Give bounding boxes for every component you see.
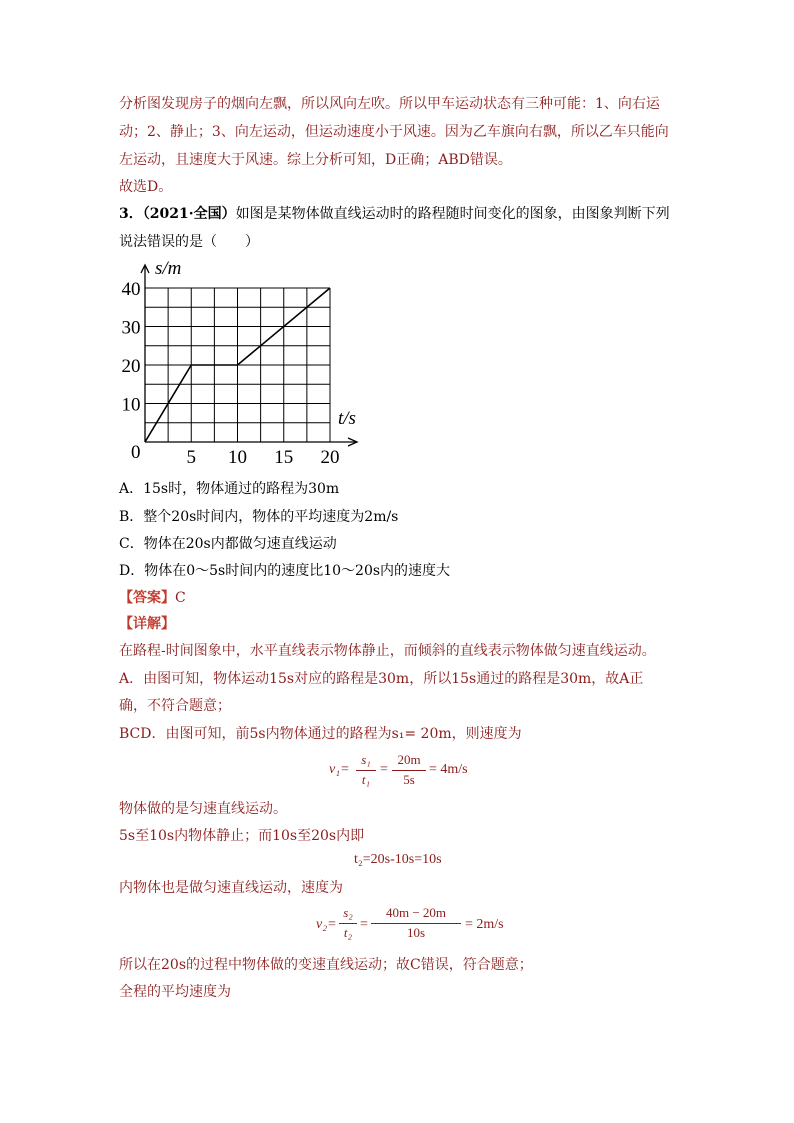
v2-rhs: = 2m/s	[465, 917, 504, 932]
v2-eq1: =	[360, 917, 368, 932]
chart-axes	[141, 265, 357, 446]
intro-line-3: 左运动，且速度大于风速。综上分析可知，D正确；ABD错误。	[119, 152, 512, 168]
intro-line-1: 分析图发现房子的烟向左飘，所以风向左吹。所以甲车运动状态有三种可能：1、向右运	[119, 96, 660, 112]
y-tick-label: 40	[121, 279, 141, 300]
option-d: D．物体在0～5s时间内的速度比10～20s内的速度大	[119, 563, 451, 579]
v1-den1: t₁	[361, 772, 371, 787]
v2-num2: 40m − 20m	[385, 905, 447, 920]
explanation-3: 确，不符合题意；	[119, 698, 231, 714]
explanation-1: 在路程-时间图象中，水平直线表示物体静止，而倾斜的直线表示物体做匀速直线运动。	[119, 643, 656, 659]
answer-label: 【答案】	[119, 590, 175, 606]
v1-num1: s₁	[361, 752, 371, 767]
x-tick-label: 20	[320, 447, 340, 468]
x-axis-label: t/s	[338, 408, 356, 429]
chart-series-line	[145, 288, 330, 442]
v1-den2: 5s	[403, 772, 415, 787]
option-c: C．物体在20s内都做匀速直线运动	[119, 536, 337, 552]
origin-label: 0	[131, 442, 141, 463]
v2-num1: s₂	[343, 905, 353, 920]
x-tick-label: 15	[274, 447, 294, 468]
intro-line-4: 故选D。	[119, 179, 173, 195]
answer-value: C	[175, 590, 186, 606]
v1-num2: 20m	[397, 752, 421, 767]
answer-line	[119, 588, 186, 608]
intro-line-2: 动；2、静止；3、向左运动，但运动速度小于风速。因为乙车旗向右飘，所以乙车只能向	[119, 124, 669, 140]
y-tick-label: 10	[121, 394, 141, 416]
x-axis-arrow	[348, 438, 357, 446]
v1-rhs: = 4m/s	[429, 762, 468, 777]
question-source: （2021·全国）	[142, 206, 236, 222]
formula-t2: t₂=20s-10s=10s	[354, 852, 442, 867]
question-number: 3．	[119, 206, 143, 222]
x-tick-label: 5	[186, 447, 196, 468]
y-tick-label: 30	[121, 317, 141, 339]
y-tick-label: 20	[121, 356, 141, 377]
explanation-2: A．由图可知，物体运动15s对应的路程是30m，所以15s通过的路程是30m，故A正	[119, 671, 644, 687]
explanation-6: 5s至10s内物体静止；而10s至20s内即	[119, 828, 365, 844]
detail-label: 【详解】	[119, 616, 175, 632]
chart-grid	[145, 288, 330, 442]
x-tick-label: 10	[228, 447, 247, 468]
question-line-2: 说法错误的是（ ）	[119, 234, 259, 250]
option-b: B．整个20s时间内，物体的平均速度为2m/s	[119, 509, 399, 525]
option-a: A．15s时，物体通过的路程为30m	[119, 481, 340, 497]
explanation-9: 全程的平均速度为	[119, 984, 231, 1000]
v2-den1: t₂	[343, 925, 353, 940]
explanation-4: BCD．由图可知，前5s内物体通过的路程为s₁= 20m，则速度为	[119, 726, 522, 742]
v1-lhs: v₁=	[329, 762, 350, 777]
question-line-1	[119, 204, 670, 224]
question-text-1: 如图是某物体做直线运动时的路程随时间变化的图象，由图象判断下列	[235, 206, 670, 222]
explanation-8: 所以在20s的过程中物体做的变速直线运动；故C错误，符合题意；	[119, 957, 533, 973]
y-axis-label: s/m	[155, 258, 182, 279]
explanation-7: 内物体也是做匀速直线运动，速度为	[119, 880, 343, 896]
v1-eq1: =	[380, 762, 388, 777]
v2-lhs: v₂=	[316, 917, 337, 932]
explanation-5: 物体做的是匀速直线运动。	[119, 801, 287, 817]
v2-den2: 10s	[406, 925, 426, 940]
y-axis-arrow	[141, 265, 149, 273]
